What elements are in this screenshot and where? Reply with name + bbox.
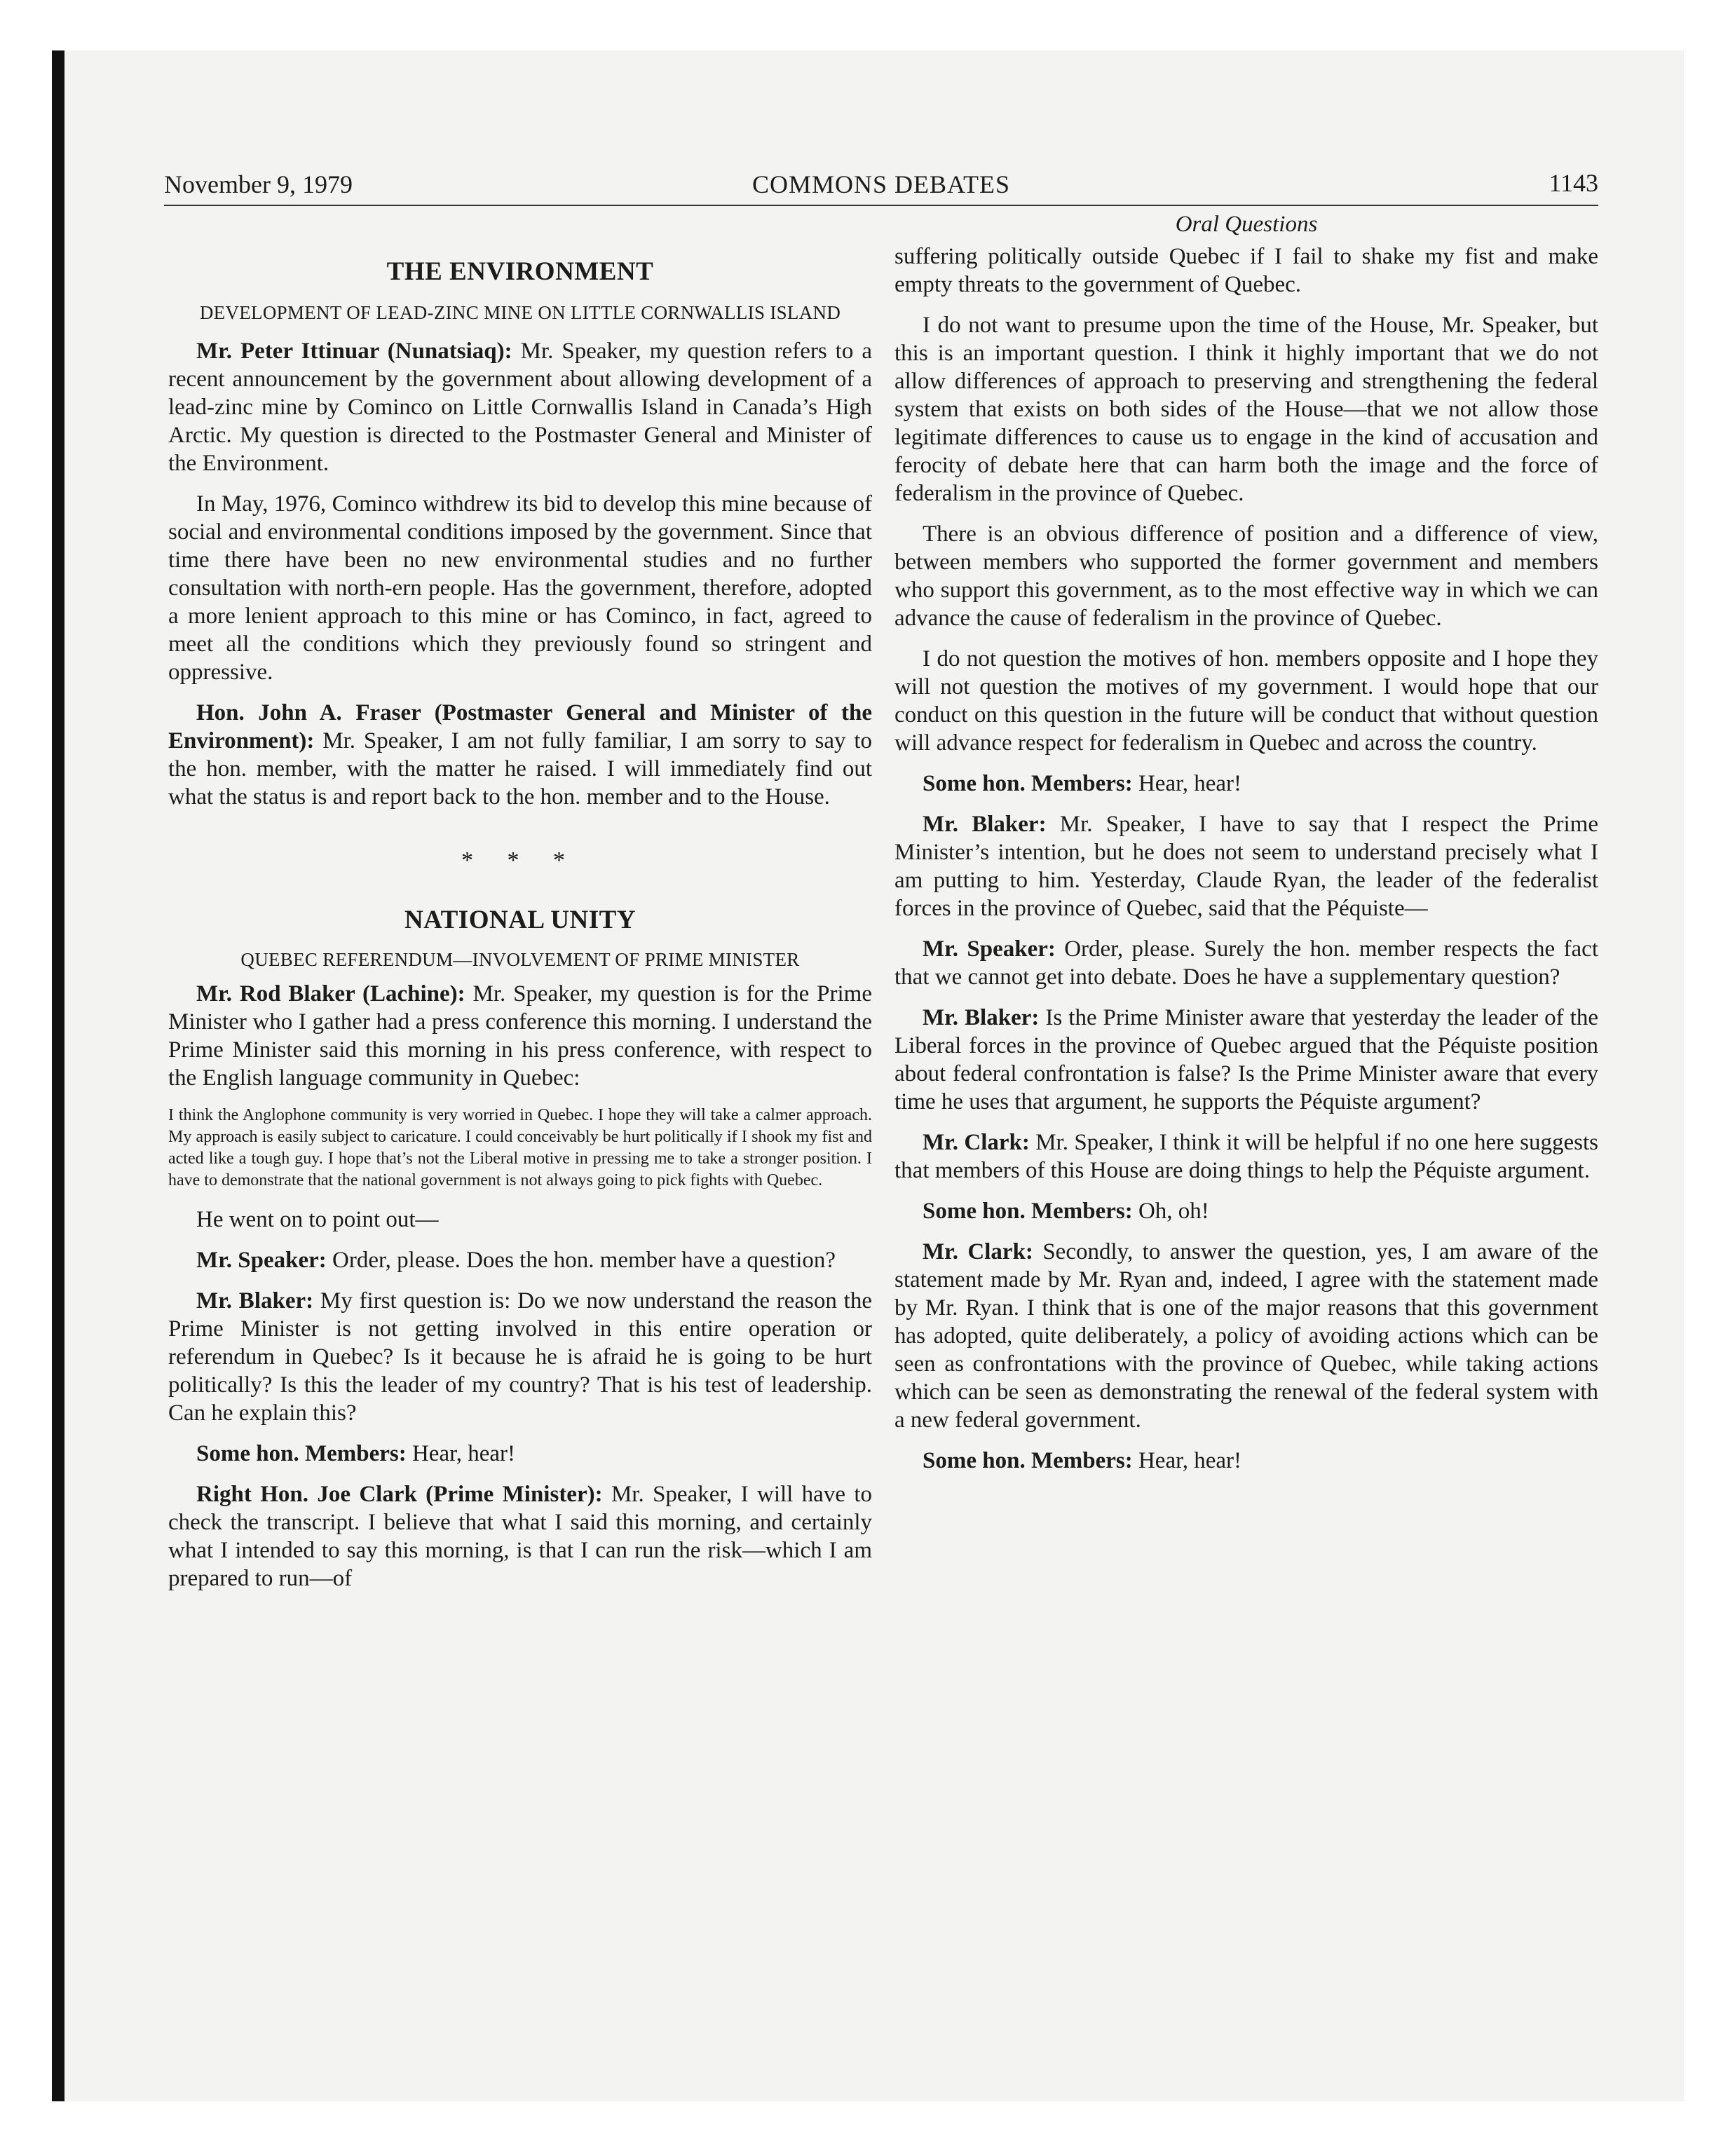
header-title: COMMONS DEBATES xyxy=(751,170,1011,198)
section-heading-national-unity: NATIONAL UNITY xyxy=(404,906,637,934)
speech-text: Mr. Speaker, I think it will be helpful if no one here suggests that members of this House are doing things to help the Péquiste argument. xyxy=(894,1130,1598,1183)
speech-clark xyxy=(894,1238,1598,1434)
speech-blaker-question xyxy=(168,1287,872,1427)
speaker-name: Some hon. Members: xyxy=(923,771,1133,796)
section-separator: * * * xyxy=(461,847,579,873)
speech-text: Hear, hear! xyxy=(1132,771,1242,796)
speaker-name: Mr. Rod Blaker (Lachine): xyxy=(196,981,465,1007)
speech-members-interjection xyxy=(168,1440,872,1468)
running-head: Oral Questions xyxy=(1175,212,1318,237)
speech-text: Hear, hear! xyxy=(1132,1448,1242,1473)
speech-text: Order, please. Does the hon. member have a question? xyxy=(326,1248,836,1273)
speech-clark xyxy=(894,1128,1598,1185)
speech-blaker xyxy=(168,980,872,1092)
speech-text: Mr. Speaker, my question is for the Prime Minister who I gather had a press conference this morning. I understand the Prime Minister said this morning in his press conference, with respect to the English language community in Quebec: xyxy=(168,981,872,1091)
speech-speaker xyxy=(168,1246,872,1274)
speaker-name: Hon. John A. Fraser (Postmaster General and Minister of the Environment): xyxy=(168,700,872,753)
speech-clark-continued xyxy=(894,243,1598,299)
speech-blaker-continued xyxy=(168,1206,872,1234)
speech-text: He went on to point out— xyxy=(196,1207,439,1232)
speech-ittinuar-continued xyxy=(168,490,872,686)
speech-text: Is the Prime Minister aware that yesterday the leader of the Liberal forces in the province of Quebec argued that the Péquiste position about federal confrontation is false? Is the Prime Minister aware that every time he uses that argument, he supports the Péquiste argument? xyxy=(894,1005,1598,1114)
speech-text: Hear, hear! xyxy=(406,1441,516,1466)
speech-blaker xyxy=(894,1004,1598,1116)
speech-text: Mr. Speaker, I will have to check the transcript. I believe that what I said this morning, and certainly what I intended to say this morning, is that I can run the risk—which I am prepared to run—of xyxy=(168,1482,872,1591)
speech-clark-continued xyxy=(894,311,1598,507)
left-column xyxy=(168,210,872,1605)
speech-members-interjection xyxy=(894,1197,1598,1225)
header-date: November 9, 1979 xyxy=(164,170,353,198)
speech-text: My first question is: Do we now understand the reason the Prime Minister is not getting involved in this entire operation or referendum in Quebec? Is it because he is afraid he is going to be hurt politically? Is this the leader of my country? That is his test of leadership. Can he explain this? xyxy=(168,1288,872,1426)
speech-text: suffering politically outside Quebec if I fail to shake my fist and make empty threats to the government of Quebec. xyxy=(894,244,1598,297)
block-quote: I think the Anglophone community is very worried in Quebec. I hope they will take a calmer approach. My approach is easily subject to caricature. I could conceivably be hurt politically if I shook my fist and acted like a tough guy. I hope that’s not the Liberal motive in pressing me to take a stronger position. I have to demonstrate that the national government is not always going to pick fights with Quebec. xyxy=(168,1106,872,1189)
speech-text: I do not want to presume upon the time of the House, Mr. Speaker, but this is an important question. I think it highly important that we do not allow differences of approach to preserving and strengthening the federal system that exists on both sides of the House—that we not allow those legitimate differences to cause us to engage in the kind of accusation and ferocity of debate here that can harm both the image and the force of federalism in the province of Quebec. xyxy=(894,313,1598,506)
speech-text: Secondly, to answer the question, yes, I am aware of the statement made by Mr. Ryan and, indeed, I agree with the statement made by Mr. Ryan. I think that is one of the major reasons that this government has adopted, quite deliberately, a policy of avoiding actions which can be seen as confrontations with the province of Quebec, while taking actions which can be seen as demonstrating the renewal of the federal system with a new federal government. xyxy=(894,1239,1598,1433)
speaker-name: Mr. Blaker: xyxy=(196,1288,314,1314)
speech-text: Oh, oh! xyxy=(1132,1199,1209,1224)
speaker-name: Some hon. Members: xyxy=(923,1448,1133,1473)
speech-text: There is an obvious difference of position and a difference of view, between members who supported the former government and members who support this government, as to the most effective way in which we can advance the cause of federalism in the province of Quebec. xyxy=(894,521,1598,631)
right-column xyxy=(894,210,1598,1487)
speech-fraser xyxy=(168,699,872,811)
speaker-name: Mr. Speaker: xyxy=(923,936,1056,962)
subheading-quebec-referendum: QUEBEC REFERENDUM—INVOLVEMENT OF PRIME MINISTER xyxy=(240,949,800,970)
speaker-name: Mr. Clark: xyxy=(923,1239,1033,1264)
speech-speaker xyxy=(894,935,1598,991)
speaker-name: Mr. Blaker: xyxy=(923,812,1047,837)
section-heading-environment: THE ENVIRONMENT xyxy=(386,257,654,286)
speech-members-interjection xyxy=(894,770,1598,798)
speaker-name: Mr. Peter Ittinuar (Nunatsiaq): xyxy=(196,339,512,364)
speaker-name: Mr. Speaker: xyxy=(196,1248,327,1273)
page-number: 1143 xyxy=(1549,169,1598,197)
subheading-lead-zinc-mine: DEVELOPMENT OF LEAD-ZINC MINE ON LITTLE CORNWALLIS ISLAND xyxy=(199,302,841,323)
speech-text: Mr. Speaker, my question refers to a recent announcement by the government about allowing development of a lead-zinc mine by Cominco on Little Cornwallis Island in Canada’s High Arctic. My question is directed to the Postmaster General and Minister of the Environment. xyxy=(168,339,872,476)
page-header xyxy=(164,163,1598,206)
speech-clark-continued xyxy=(894,520,1598,632)
speaker-name: Mr. Blaker: xyxy=(923,1005,1040,1030)
speaker-name: Right Hon. Joe Clark (Prime Minister): xyxy=(196,1482,603,1507)
speech-ittinuar xyxy=(168,337,872,477)
scan-border xyxy=(52,50,64,2101)
speech-text: Order, please. Surely the hon. member respects the fact that we cannot get into debate. Does he have a supplementary question? xyxy=(894,936,1598,990)
speaker-name: Some hon. Members: xyxy=(923,1199,1133,1224)
speaker-name: Some hon. Members: xyxy=(196,1441,407,1466)
speech-clark xyxy=(168,1480,872,1592)
speech-clark-continued xyxy=(894,645,1598,757)
speech-members-interjection xyxy=(894,1447,1598,1475)
speech-blaker xyxy=(894,810,1598,922)
speech-text: I do not question the motives of hon. members opposite and I hope they will not question the motives of my government. I would hope that our conduct on this question in the future will be conduct that without question will advance respect for federalism in Quebec and across the country. xyxy=(894,646,1598,756)
speech-text: Mr. Speaker, I am not fully familiar, I am sorry to say to the hon. member, with the matter he raised. I will immediately find out what the status is and report back to the hon. member and to the House. xyxy=(168,728,872,810)
speech-text: Mr. Speaker, I have to say that I respect the Prime Minister’s intention, but he does not seem to understand precisely what I am putting to him. Yesterday, Claude Ryan, the leader of the federalist forces in the province of Quebec, said that the Péquiste— xyxy=(894,812,1598,921)
speech-text: In May, 1976, Cominco withdrew its bid to develop this mine because of social and environmental conditions imposed by the government. Since that time there have been no new environmental studies and no further consultation with north-ern people. Has the government, therefore, adopted a more lenient approach to this mine or has Cominco, in fact, agreed to meet all the conditions which they previously found so stringent and oppressive. xyxy=(168,491,872,685)
speaker-name: Mr. Clark: xyxy=(923,1130,1030,1155)
